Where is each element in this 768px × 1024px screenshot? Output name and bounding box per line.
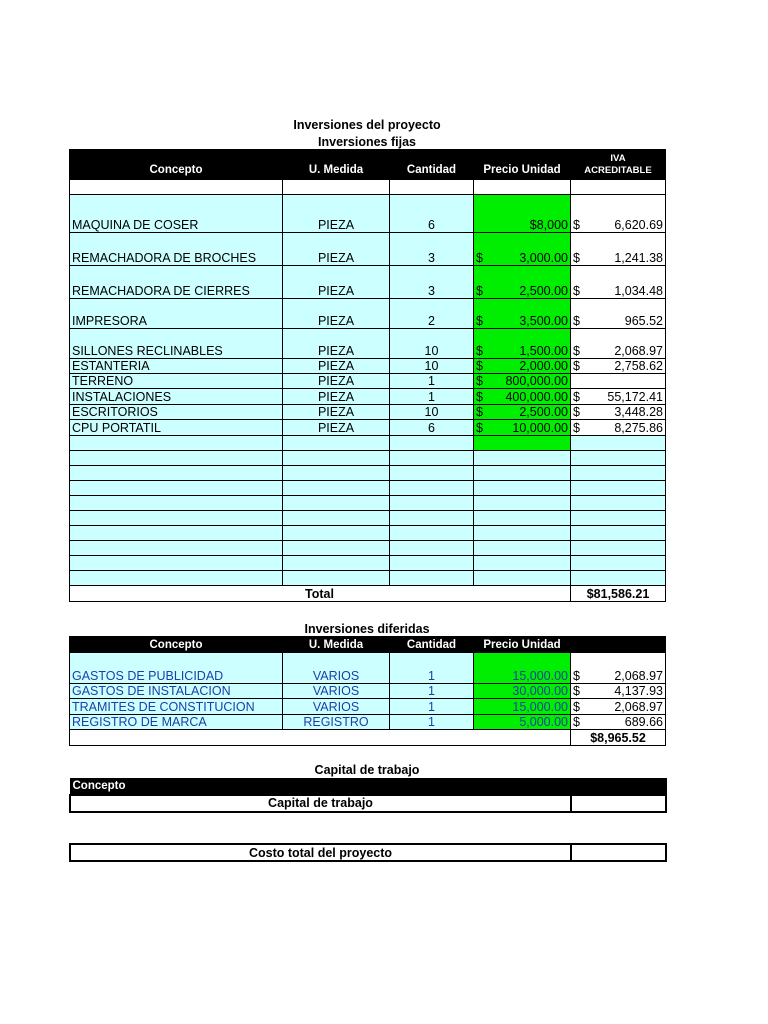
empty-cell	[474, 436, 571, 451]
cell-unidad: PIEZA	[283, 389, 390, 405]
col-header-unidad: U. Medida	[283, 150, 390, 180]
cell-precio	[474, 420, 571, 436]
table-row	[70, 699, 666, 715]
precio-wrap	[476, 314, 568, 328]
empty-row	[70, 451, 666, 466]
precio-value: $8,000	[529, 218, 568, 232]
empty-cell	[571, 496, 666, 511]
iva-wrap	[573, 344, 663, 358]
empty-cell	[283, 526, 390, 541]
col-header-precio: Precio Unidad	[474, 637, 571, 653]
cell-precio	[474, 195, 571, 233]
empty-cell	[70, 526, 283, 541]
cell-cantidad: 10	[390, 405, 474, 420]
table-row	[70, 715, 666, 730]
precio-wrap	[476, 405, 568, 419]
table-row	[70, 653, 666, 684]
empty-row	[70, 466, 666, 481]
iva-symbol: $	[573, 359, 580, 373]
empty-cell	[283, 496, 390, 511]
iva-symbol: $	[573, 405, 580, 419]
cell-concepto: MAQUINA DE COSER	[70, 195, 283, 233]
cell-concepto: GASTOS DE INSTALACION	[70, 684, 283, 699]
empty-cell	[390, 511, 474, 526]
iva-wrap	[573, 251, 663, 265]
cell-precio	[474, 389, 571, 405]
iva-value: 8,275.86	[614, 421, 663, 435]
cell-cantidad: 1	[390, 374, 474, 389]
cell-iva	[571, 359, 666, 374]
iva-value: 689.66	[624, 715, 663, 729]
cell-cantidad: 1	[390, 699, 474, 715]
precio-symbol: $	[476, 359, 483, 373]
iva-value: 4,137.93	[614, 684, 663, 698]
cell-precio: 15,000.00	[474, 699, 571, 715]
cell-precio	[474, 266, 571, 299]
empty-cell	[70, 451, 283, 466]
cell-concepto: INSTALACIONES	[70, 389, 283, 405]
empty-cell	[474, 571, 571, 586]
iva-wrap	[573, 421, 663, 435]
working-capital-title: Capital de trabajo	[314, 763, 420, 777]
iva-wrap	[573, 390, 663, 404]
cell-concepto: GASTOS DE PUBLICIDAD	[70, 653, 283, 684]
cell-iva	[571, 195, 666, 233]
table-row	[70, 684, 666, 699]
col-header-empty	[571, 637, 666, 653]
iva-symbol: $	[573, 715, 580, 729]
iva-value: 965.52	[624, 314, 663, 328]
iva-symbol: $	[573, 284, 580, 298]
precio-symbol: $	[476, 314, 483, 328]
iva-wrap	[573, 284, 663, 298]
total-cost-value	[571, 844, 666, 861]
fixed-investments-title: Inversiones fijas	[318, 135, 416, 149]
empty-row	[70, 556, 666, 571]
cell-precio	[474, 359, 571, 374]
iva-symbol: $	[573, 700, 580, 714]
empty-cell	[70, 481, 283, 496]
cell-unidad: PIEZA	[283, 266, 390, 299]
iva-symbol: $	[573, 218, 580, 232]
precio-value: 3,500.00	[519, 314, 568, 328]
cell-precio	[474, 405, 571, 420]
cell-iva	[571, 653, 666, 684]
cell-unidad: PIEZA	[283, 359, 390, 374]
cell-cantidad: 1	[390, 389, 474, 405]
table-row	[70, 405, 666, 420]
empty-cell	[571, 481, 666, 496]
iva-header-line2: ACREDITABLE	[584, 164, 652, 176]
empty-cell	[283, 556, 390, 571]
iva-value: 1,241.38	[614, 251, 663, 265]
iva-value: 3,448.28	[614, 405, 663, 419]
empty-cell	[70, 541, 283, 556]
empty-cell	[70, 496, 283, 511]
table-row	[70, 389, 666, 405]
precio-wrap	[476, 344, 568, 358]
total-label	[70, 730, 571, 746]
empty-row	[70, 436, 666, 451]
cell-cantidad: 2	[390, 299, 474, 329]
col-header-concepto: Concepto	[70, 150, 283, 180]
precio-value: 800,000.00	[505, 374, 568, 388]
cell-unidad: PIEZA	[283, 405, 390, 420]
iva-value: 2,068.97	[614, 669, 663, 683]
empty-cell	[283, 436, 390, 451]
col-header-unidad: U. Medida	[283, 637, 390, 653]
iva-wrap	[573, 715, 663, 729]
table-row	[70, 359, 666, 374]
total-row	[70, 730, 666, 746]
empty-cell	[474, 481, 571, 496]
empty-cell	[571, 556, 666, 571]
page-title: Inversiones del proyecto	[293, 118, 441, 132]
cell-concepto: CPU PORTATIL	[70, 420, 283, 436]
precio-symbol: $	[476, 374, 483, 388]
table-row	[70, 420, 666, 436]
col-header-concepto: Concepto	[70, 637, 283, 653]
table-row	[70, 374, 666, 389]
precio-wrap	[476, 359, 568, 373]
cell-precio: 15,000.00	[474, 653, 571, 684]
empty-cell	[390, 496, 474, 511]
iva-symbol: $	[573, 669, 580, 683]
cell-unidad: VARIOS	[283, 699, 390, 715]
table-row	[70, 266, 666, 299]
iva-value: 2,758.62	[614, 359, 663, 373]
cell-iva	[571, 233, 666, 266]
precio-wrap	[476, 390, 568, 404]
empty-cell	[283, 466, 390, 481]
empty-cell	[283, 541, 390, 556]
iva-wrap	[573, 669, 663, 683]
iva-wrap	[573, 218, 663, 232]
col-header-cantidad: Cantidad	[390, 637, 474, 653]
cell-iva	[571, 715, 666, 730]
cell-concepto: ESCRITORIOS	[70, 405, 283, 420]
iva-wrap	[573, 359, 663, 373]
empty-cell	[474, 496, 571, 511]
precio-wrap	[476, 284, 568, 298]
empty-cell	[474, 541, 571, 556]
cell-cantidad: 3	[390, 233, 474, 266]
cell-precio	[474, 374, 571, 389]
iva-symbol: $	[573, 251, 580, 265]
total-cost-label: Costo total del proyecto	[70, 844, 571, 861]
precio-value: 2,500.00	[519, 284, 568, 298]
iva-value: 2,068.97	[614, 344, 663, 358]
col-header-concepto: Concepto	[70, 779, 666, 795]
iva-value: 1,034.48	[614, 284, 663, 298]
cell-unidad: REGISTRO	[283, 715, 390, 730]
empty-cell	[474, 466, 571, 481]
empty-cell	[474, 556, 571, 571]
cell-iva	[571, 299, 666, 329]
deferred-investments-title: Inversiones diferidas	[304, 622, 430, 636]
table-row	[70, 329, 666, 359]
empty-cell	[283, 451, 390, 466]
empty-cell	[70, 556, 283, 571]
empty-cell	[474, 511, 571, 526]
total-cost-row	[70, 844, 666, 861]
iva-symbol: $	[573, 390, 580, 404]
iva-value: 55,172.41	[607, 390, 663, 404]
total-value: $81,586.21	[571, 586, 666, 602]
table-row	[70, 195, 666, 233]
cell-concepto: REGISTRO DE MARCA	[70, 715, 283, 730]
cell-iva	[571, 420, 666, 436]
cell-iva	[571, 389, 666, 405]
precio-symbol: $	[476, 344, 483, 358]
iva-value: 6,620.69	[614, 218, 663, 232]
cell-unidad: PIEZA	[283, 374, 390, 389]
empty-cell	[571, 436, 666, 451]
cell-cantidad: 10	[390, 359, 474, 374]
cell-precio	[474, 233, 571, 266]
table-row	[70, 299, 666, 329]
cell-precio: 30,000.00	[474, 684, 571, 699]
precio-symbol: $	[476, 284, 483, 298]
empty-row	[70, 481, 666, 496]
empty-cell	[390, 436, 474, 451]
empty-cell	[474, 526, 571, 541]
empty-row	[70, 511, 666, 526]
cell-iva	[571, 684, 666, 699]
cell-unidad: PIEZA	[283, 329, 390, 359]
deferred-investments-table	[69, 636, 666, 746]
iva-wrap	[573, 684, 663, 698]
empty-cell	[70, 466, 283, 481]
empty-cell	[390, 526, 474, 541]
fixed-header-row	[70, 150, 666, 180]
cell-iva	[571, 266, 666, 299]
cell-unidad: PIEZA	[283, 420, 390, 436]
cell-unidad: PIEZA	[283, 195, 390, 233]
empty-cell	[70, 436, 283, 451]
empty-cell	[571, 466, 666, 481]
precio-value: 10,000.00	[512, 421, 568, 435]
cell-cantidad: 1	[390, 653, 474, 684]
cell-cantidad: 10	[390, 329, 474, 359]
precio-wrap	[476, 218, 568, 232]
precio-value: 1,500.00	[519, 344, 568, 358]
col-header-precio: Precio Unidad	[474, 150, 571, 180]
cell-iva	[571, 405, 666, 420]
working-capital-header-row	[70, 779, 666, 795]
empty-cell	[283, 481, 390, 496]
empty-cell	[571, 511, 666, 526]
col-header-iva	[571, 150, 666, 180]
cell-unidad: PIEZA	[283, 299, 390, 329]
cell-unidad: VARIOS	[283, 653, 390, 684]
working-capital-row	[70, 795, 666, 812]
precio-value: 3,000.00	[519, 251, 568, 265]
empty-row	[70, 496, 666, 511]
empty-cell	[283, 571, 390, 586]
cell-concepto: TRAMITES DE CONSTITUCION	[70, 699, 283, 715]
precio-wrap	[476, 421, 568, 435]
empty-cell	[390, 571, 474, 586]
empty-row	[70, 571, 666, 586]
total-value: $8,965.52	[571, 730, 666, 746]
precio-value: 400,000.00	[505, 390, 568, 404]
deferred-header-row	[70, 637, 666, 653]
cell-concepto: ESTANTERIA	[70, 359, 283, 374]
cell-concepto: REMACHADORA DE CIERRES	[70, 266, 283, 299]
precio-wrap	[476, 374, 568, 388]
total-cost-table	[69, 843, 667, 862]
working-capital-table	[69, 778, 667, 813]
table-row	[70, 233, 666, 266]
iva-symbol: $	[573, 421, 580, 435]
iva-wrap	[573, 405, 663, 419]
cell-precio	[474, 329, 571, 359]
cell-concepto: REMACHADORA DE BROCHES	[70, 233, 283, 266]
cell-cantidad: 1	[390, 684, 474, 699]
cell-cantidad: 6	[390, 195, 474, 233]
total-row	[70, 586, 666, 602]
cell-precio: 5,000.00	[474, 715, 571, 730]
empty-cell	[390, 481, 474, 496]
cell-cantidad: 6	[390, 420, 474, 436]
precio-value: 2,000.00	[519, 359, 568, 373]
empty-cell	[571, 541, 666, 556]
iva-header-line1: IVA	[610, 152, 626, 164]
precio-value: 2,500.00	[519, 405, 568, 419]
cell-concepto: IMPRESORA	[70, 299, 283, 329]
precio-symbol: $	[476, 421, 483, 435]
cell-precio	[474, 299, 571, 329]
cell-cantidad: 3	[390, 266, 474, 299]
precio-wrap	[476, 251, 568, 265]
empty-cell	[390, 466, 474, 481]
empty-cell	[70, 571, 283, 586]
cell-unidad: VARIOS	[283, 684, 390, 699]
empty-row	[70, 526, 666, 541]
total-label: Total	[70, 586, 571, 602]
iva-symbol: $	[573, 344, 580, 358]
cell-concepto: SILLONES RECLINABLES	[70, 329, 283, 359]
empty-cell	[571, 571, 666, 586]
cell-iva	[571, 329, 666, 359]
cell-cantidad: 1	[390, 715, 474, 730]
iva-wrap	[573, 700, 663, 714]
precio-symbol: $	[476, 390, 483, 404]
cell-iva	[571, 374, 666, 389]
working-capital-label: Capital de trabajo	[70, 795, 571, 812]
empty-cell	[474, 451, 571, 466]
iva-symbol: $	[573, 314, 580, 328]
cell-iva	[571, 699, 666, 715]
empty-row	[70, 541, 666, 556]
empty-cell	[390, 556, 474, 571]
empty-cell	[70, 511, 283, 526]
iva-value: 2,068.97	[614, 700, 663, 714]
col-header-cantidad: Cantidad	[390, 150, 474, 180]
empty-cell	[283, 511, 390, 526]
iva-wrap	[573, 314, 663, 328]
iva-symbol: $	[573, 684, 580, 698]
fixed-investments-table	[69, 149, 666, 602]
precio-symbol: $	[476, 405, 483, 419]
working-capital-value	[571, 795, 666, 812]
precio-symbol: $	[476, 251, 483, 265]
empty-cell	[390, 451, 474, 466]
cell-concepto: TERRENO	[70, 374, 283, 389]
blank-row	[70, 180, 666, 195]
cell-unidad: PIEZA	[283, 233, 390, 266]
empty-cell	[571, 451, 666, 466]
empty-cell	[571, 526, 666, 541]
empty-cell	[390, 541, 474, 556]
